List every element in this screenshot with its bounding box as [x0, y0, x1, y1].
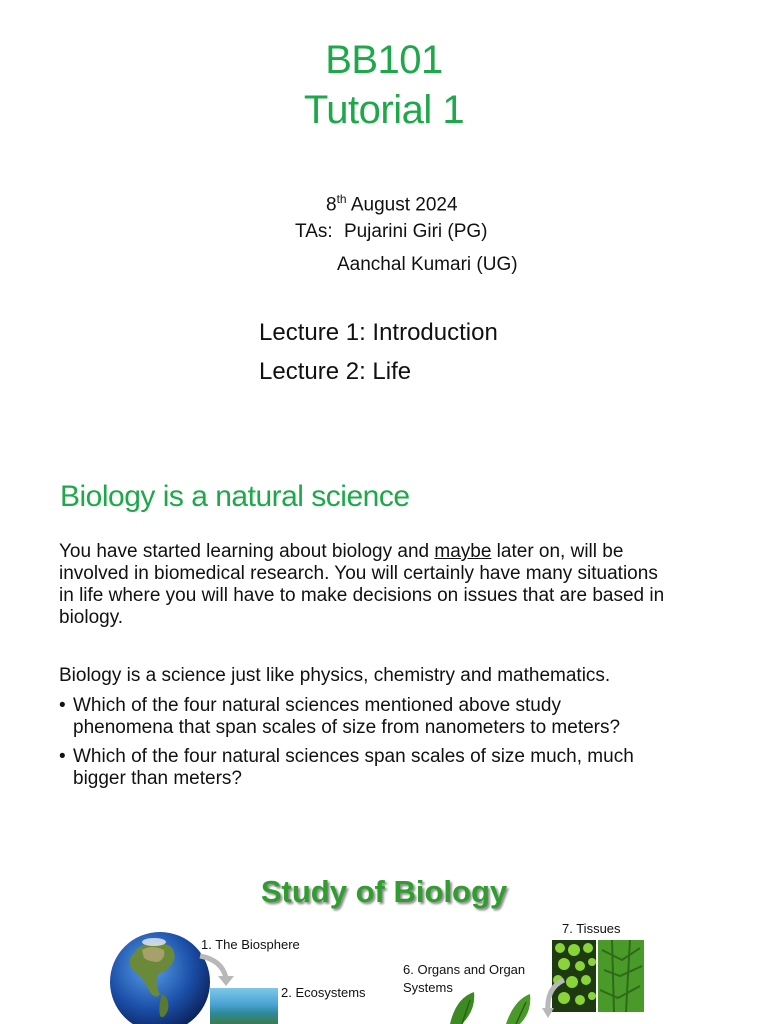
bullet-2-line-2: bigger than meters?: [73, 768, 242, 789]
study-of-biology-title: Study of Biology: [260, 874, 508, 909]
bullet-dot: •: [59, 746, 66, 767]
date-suffix: th: [336, 192, 347, 206]
paragraph-sciences: Biology is a science just like physics, chemistry and mathematics.: [59, 665, 611, 686]
paragraph-intro-line-1: You have started learning about biology and maybe later on, will be: [59, 541, 624, 562]
arrow-icon: [196, 952, 236, 988]
tas-row: [295, 220, 488, 244]
label-biosphere: 1. The Biosphere: [201, 937, 300, 952]
lecture-1: Lecture 1: Introduction: [259, 319, 498, 346]
lecture-2: Lecture 2: Life: [259, 358, 412, 385]
tutorial-date: [326, 187, 458, 217]
paragraph-intro-line-3: in life where you will have to make decisions on issues that are based in: [59, 585, 665, 606]
ta-2: Aanchal Kumari (UG): [337, 254, 518, 275]
bullet-question-1: [59, 695, 729, 739]
date-rest: August 2024: [346, 194, 458, 216]
paragraph-intro-line-2: involved in biomedical research. You will certainly have many situations: [59, 563, 658, 584]
bullet-1-line-2: phenomena that span scales of size from nanometers to meters?: [73, 717, 621, 738]
paragraph-intro-line-4: biology.: [59, 607, 124, 628]
tutorial-title: Tutorial 1: [303, 88, 465, 132]
bullet-1-line-1: Which of the four natural sciences mentioned above study: [73, 695, 561, 716]
date-day: 8: [326, 194, 337, 216]
label-organs: 6. Organs and Organ Systems: [403, 962, 526, 995]
leaves-image: [440, 990, 550, 1024]
paragraph-intro: [59, 541, 729, 629]
section-title: Biology is a natural science: [60, 480, 410, 513]
maybe-underlined: maybe: [434, 541, 492, 562]
tas-label: TAs:: [295, 221, 333, 242]
course-code: BB101: [325, 38, 443, 82]
label-ecosystems: 2. Ecosystems: [281, 985, 366, 1000]
ecosystem-image: [210, 988, 278, 1024]
ta-1: Pujarini Giri (PG): [343, 221, 488, 242]
bullet-dot: •: [59, 695, 66, 716]
bullet-question-2: [59, 746, 729, 790]
bullet-2-line-1: Which of the four natural sciences span scales of size much, much: [73, 746, 634, 767]
label-tissues: 7. Tissues: [562, 921, 621, 936]
